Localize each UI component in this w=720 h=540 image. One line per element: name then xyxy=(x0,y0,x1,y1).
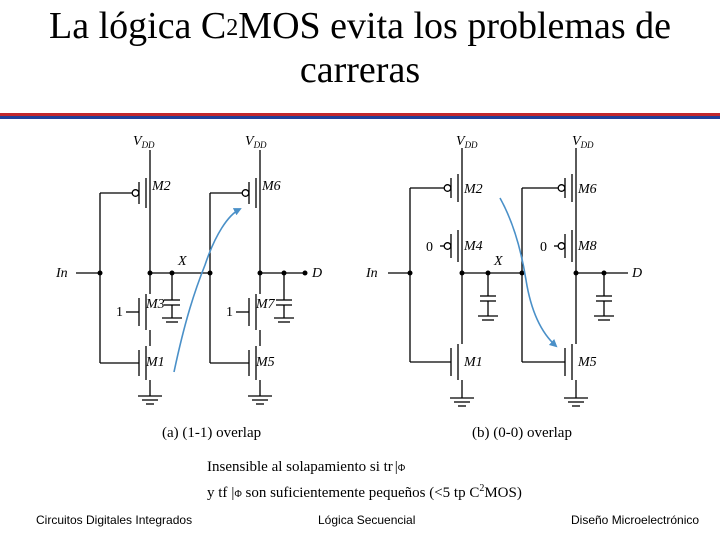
right-m4-label: M4 xyxy=(464,239,483,254)
race-arrow-right xyxy=(500,198,556,346)
right-input-label: In xyxy=(366,266,378,281)
left-caption: (a) (1-1) overlap xyxy=(162,425,262,441)
right-m6-label: M6 xyxy=(578,182,597,197)
right-clk-a-label: 0 xyxy=(426,240,433,255)
right-m8-label: M8 xyxy=(578,239,597,254)
left-m5-label: M5 xyxy=(256,355,275,370)
left-m6-label: M6 xyxy=(262,179,281,194)
right-m5-label: M5 xyxy=(578,355,597,370)
left-m7-label: M7 xyxy=(256,297,275,312)
left-m1-label: M1 xyxy=(146,355,165,370)
left-vdd-1-label: $V_{DD}$ xyxy=(133,134,155,150)
right-vdd-2-label: $V_{DD}$ xyxy=(572,134,594,150)
footer-right: Diseño Microelectrónico xyxy=(571,513,700,527)
right-vdd-1-label: $V_{DD}$ xyxy=(456,134,478,150)
title-line-2: carreras xyxy=(299,49,421,91)
footer-center: Lógica Secuencial xyxy=(318,513,416,527)
left-input-label: In xyxy=(56,266,68,281)
footer-left: Circuitos Digitales Integrados xyxy=(36,513,193,527)
race-arrow-left xyxy=(174,209,240,372)
left-output-label: D xyxy=(312,266,323,281)
left-vdd-2-label: $V_{DD}$ xyxy=(245,134,267,150)
right-node-x-label: X xyxy=(494,254,503,269)
note-line-1: Insensible al solapamiento si tr |Φ xyxy=(207,459,406,475)
left-node-x-label: X xyxy=(178,254,187,269)
right-m1-label: M1 xyxy=(464,355,483,370)
right-clk-b-label: 0 xyxy=(540,240,547,255)
left-clk-a-label: 1 xyxy=(116,305,123,320)
right-output-label: D xyxy=(632,266,643,281)
title-line-1: La lógica $C^2MOS$ evita los problemas de xyxy=(49,5,671,47)
right-caption: (b) (0-0) overlap xyxy=(472,425,572,441)
note-line-2: y tf |Φ son suficientemente pequeños (<5 tp $C^2MOS$) xyxy=(207,483,522,501)
left-m3-label: M3 xyxy=(146,297,165,312)
right-m2-label: M2 xyxy=(464,182,483,197)
left-clk-b-label: 1 xyxy=(226,305,233,320)
left-m2-label: M2 xyxy=(152,179,171,194)
